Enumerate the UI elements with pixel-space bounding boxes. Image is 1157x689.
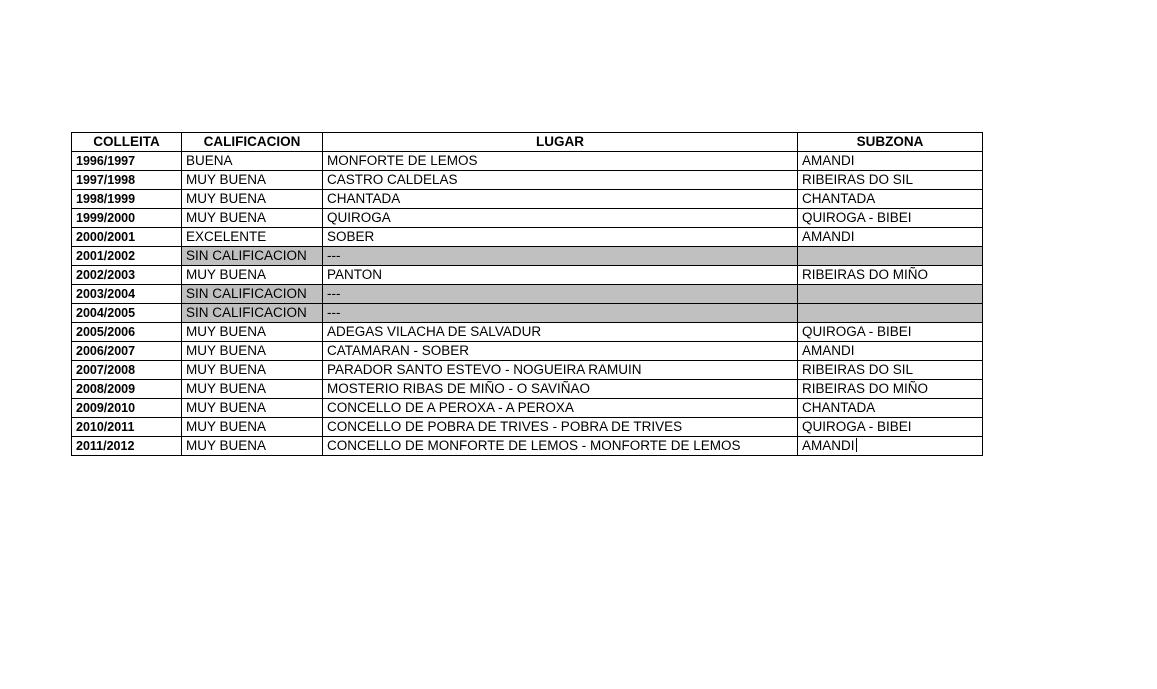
- cell-calificacion-text: MUY BUENA: [186, 419, 267, 434]
- cell-lugar[interactable]: [323, 418, 798, 437]
- cell-calificacion[interactable]: [182, 380, 323, 399]
- cell-colleita[interactable]: [72, 171, 182, 190]
- cell-calificacion-text: MUY BUENA: [186, 210, 267, 225]
- cell-subzona-text: RIBEIRAS DO MIÑO: [802, 381, 929, 396]
- cell-colleita[interactable]: [72, 152, 182, 171]
- cell-lugar[interactable]: [323, 247, 798, 266]
- cell-subzona-text: RIBEIRAS DO SIL: [802, 172, 914, 187]
- header-lugar[interactable]: LUGAR: [323, 133, 798, 152]
- cell-lugar[interactable]: [323, 228, 798, 247]
- cell-calificacion-text: MUY BUENA: [186, 324, 267, 339]
- cell-calificacion-text: MUY BUENA: [186, 400, 267, 415]
- cell-subzona[interactable]: [798, 418, 983, 437]
- cell-subzona-text: AMANDI: [802, 153, 855, 168]
- cell-subzona[interactable]: [798, 304, 983, 323]
- table-row: [72, 342, 983, 361]
- cell-calificacion[interactable]: [182, 209, 323, 228]
- cell-calificacion[interactable]: [182, 418, 323, 437]
- table-row: [72, 399, 983, 418]
- cell-calificacion-text: SIN CALIFICACION: [186, 305, 307, 320]
- table-row: [72, 285, 983, 304]
- cell-subzona[interactable]: [798, 266, 983, 285]
- cell-subzona[interactable]: [798, 361, 983, 380]
- cell-lugar[interactable]: [323, 399, 798, 418]
- cell-calificacion[interactable]: [182, 266, 323, 285]
- cell-calificacion[interactable]: [182, 247, 323, 266]
- cell-lugar-text: ADEGAS VILACHA DE SALVADUR: [327, 324, 542, 339]
- cell-lugar-text: QUIROGA: [327, 210, 391, 225]
- cell-lugar-text: PARADOR SANTO ESTEVO - NOGUEIRA RAMUIN: [327, 362, 642, 377]
- cell-colleita[interactable]: [72, 361, 182, 380]
- table-row: [72, 190, 983, 209]
- cell-calificacion-text: MUY BUENA: [186, 362, 267, 377]
- table-row: [72, 228, 983, 247]
- cell-lugar[interactable]: [323, 209, 798, 228]
- cell-calificacion[interactable]: [182, 437, 323, 456]
- cell-colleita-text: 1997/1998: [76, 173, 136, 187]
- text-cursor: [856, 438, 857, 452]
- cell-calificacion-text: BUENA: [186, 153, 233, 168]
- cell-calificacion[interactable]: [182, 228, 323, 247]
- header-subzona[interactable]: SUBZONA: [798, 133, 983, 152]
- cell-colleita-text: 1996/1997: [76, 154, 136, 168]
- cell-calificacion[interactable]: [182, 323, 323, 342]
- cell-lugar[interactable]: [323, 380, 798, 399]
- table-row: [72, 437, 983, 456]
- cell-colleita-text: 1999/2000: [76, 211, 136, 225]
- cell-calificacion-text: MUY BUENA: [186, 438, 267, 453]
- cell-colleita[interactable]: [72, 209, 182, 228]
- cell-lugar[interactable]: [323, 437, 798, 456]
- cell-calificacion[interactable]: [182, 285, 323, 304]
- table-body: [72, 152, 983, 456]
- table-row: [72, 323, 983, 342]
- cell-colleita-text: 2006/2007: [76, 344, 136, 358]
- cell-subzona[interactable]: [798, 380, 983, 399]
- cell-colleita[interactable]: [72, 228, 182, 247]
- cell-colleita-text: 1998/1999: [76, 192, 136, 206]
- cell-colleita[interactable]: [72, 380, 182, 399]
- cell-lugar[interactable]: [323, 323, 798, 342]
- cell-lugar[interactable]: [323, 171, 798, 190]
- cell-colleita[interactable]: [72, 247, 182, 266]
- cell-colleita[interactable]: [72, 437, 182, 456]
- table-row: [72, 247, 983, 266]
- cell-calificacion[interactable]: [182, 399, 323, 418]
- cell-subzona[interactable]: [798, 437, 983, 456]
- cell-lugar-text: CATAMARAN - SOBER: [327, 343, 470, 358]
- cell-lugar[interactable]: [323, 266, 798, 285]
- table-row: [72, 266, 983, 285]
- cell-colleita-text: 2010/2011: [76, 420, 135, 434]
- cell-lugar-text: CONCELLO DE A PEROXA - A PEROXA: [327, 400, 574, 415]
- cell-calificacion[interactable]: [182, 304, 323, 323]
- cell-subzona[interactable]: [798, 152, 983, 171]
- header-calificacion[interactable]: CALIFICACION: [182, 133, 323, 152]
- table-row: [72, 304, 983, 323]
- cell-subzona-text: QUIROGA - BIBEI: [802, 324, 912, 339]
- cell-subzona-text: QUIROGA - BIBEI: [802, 210, 912, 225]
- cell-colleita[interactable]: [72, 399, 182, 418]
- cell-colleita-text: 2009/2010: [76, 401, 136, 415]
- cell-calificacion[interactable]: [182, 171, 323, 190]
- cell-lugar-text: CHANTADA: [327, 191, 401, 206]
- cell-lugar-text: PANTON: [327, 267, 383, 282]
- cell-colleita-text: 2008/2009: [76, 382, 136, 396]
- cell-subzona[interactable]: [798, 247, 983, 266]
- cell-lugar[interactable]: [323, 342, 798, 361]
- table-row: [72, 418, 983, 437]
- cell-colleita-text: 2000/2001: [76, 230, 136, 244]
- cell-calificacion[interactable]: [182, 190, 323, 209]
- cell-subzona[interactable]: [798, 209, 983, 228]
- cell-colleita[interactable]: [72, 266, 182, 285]
- cell-colleita[interactable]: [72, 285, 182, 304]
- table-row: [72, 380, 983, 399]
- cell-lugar[interactable]: [323, 361, 798, 380]
- cell-lugar-text: ---: [327, 286, 341, 301]
- cell-colleita-text: 2004/2005: [76, 306, 136, 320]
- cell-subzona[interactable]: [798, 285, 983, 304]
- header-colleita[interactable]: COLLEITA: [72, 133, 182, 152]
- cell-colleita-text: 2003/2004: [76, 287, 136, 301]
- cell-lugar-text: CONCELLO DE MONFORTE DE LEMOS - MONFORTE DE LEMOS: [327, 438, 741, 453]
- harvest-rating-table: [71, 132, 983, 456]
- cell-subzona-text: QUIROGA - BIBEI: [802, 419, 912, 434]
- cell-subzona-text: RIBEIRAS DO MIÑO: [802, 267, 929, 282]
- cell-colleita[interactable]: [72, 323, 182, 342]
- cell-colleita-text: 2007/2008: [76, 363, 136, 377]
- cell-lugar[interactable]: [323, 152, 798, 171]
- cell-calificacion-text: MUY BUENA: [186, 381, 267, 396]
- cell-subzona-text: CHANTADA: [802, 191, 876, 206]
- cell-lugar-text: CASTRO CALDELAS: [327, 172, 458, 187]
- cell-lugar-text: ---: [327, 305, 341, 320]
- table-row: [72, 171, 983, 190]
- cell-lugar[interactable]: [323, 190, 798, 209]
- cell-calificacion-text: SIN CALIFICACION: [186, 248, 307, 263]
- cell-subzona-text: AMANDI: [802, 229, 855, 244]
- cell-subzona[interactable]: [798, 228, 983, 247]
- cell-lugar-text: ---: [327, 248, 341, 263]
- cell-lugar-text: MOSTERIO RIBAS DE MIÑO - O SAVIÑAO: [327, 381, 591, 396]
- cell-subzona[interactable]: [798, 342, 983, 361]
- cell-subzona[interactable]: [798, 171, 983, 190]
- cell-colleita-text: 2001/2002: [76, 249, 136, 263]
- spreadsheet-area: [71, 132, 983, 456]
- cell-subzona-text: AMANDI: [802, 438, 855, 453]
- cell-calificacion-text: MUY BUENA: [186, 267, 267, 282]
- table-row: [72, 361, 983, 380]
- cell-lugar-text: CONCELLO DE POBRA DE TRIVES - POBRA DE TRIVES: [327, 419, 683, 434]
- cell-calificacion[interactable]: [182, 152, 323, 171]
- cell-colleita-text: 2011/2012: [76, 439, 135, 453]
- cell-subzona[interactable]: [798, 190, 983, 209]
- cell-subzona[interactable]: [798, 399, 983, 418]
- table-row: [72, 209, 983, 228]
- cell-colleita[interactable]: [72, 342, 182, 361]
- cell-calificacion-text: MUY BUENA: [186, 191, 267, 206]
- cell-lugar[interactable]: [323, 285, 798, 304]
- cell-subzona-text: AMANDI: [802, 343, 855, 358]
- cell-colleita[interactable]: [72, 418, 182, 437]
- cell-lugar-text: SOBER: [327, 229, 375, 244]
- cell-calificacion[interactable]: [182, 361, 323, 380]
- table-row: [72, 152, 983, 171]
- cell-subzona[interactable]: [798, 323, 983, 342]
- cell-lugar[interactable]: [323, 304, 798, 323]
- cell-colleita[interactable]: [72, 304, 182, 323]
- cell-calificacion-text: SIN CALIFICACION: [186, 286, 307, 301]
- cell-calificacion-text: EXCELENTE: [186, 229, 267, 244]
- cell-colleita-text: 2002/2003: [76, 268, 136, 282]
- cell-calificacion-text: MUY BUENA: [186, 343, 267, 358]
- cell-subzona-text: CHANTADA: [802, 400, 876, 415]
- cell-lugar-text: MONFORTE DE LEMOS: [327, 153, 478, 168]
- cell-calificacion-text: MUY BUENA: [186, 172, 267, 187]
- header-row: [72, 133, 983, 152]
- cell-colleita-text: 2005/2006: [76, 325, 136, 339]
- cell-subzona-text: RIBEIRAS DO SIL: [802, 362, 914, 377]
- cell-calificacion[interactable]: [182, 342, 323, 361]
- cell-colleita[interactable]: [72, 190, 182, 209]
